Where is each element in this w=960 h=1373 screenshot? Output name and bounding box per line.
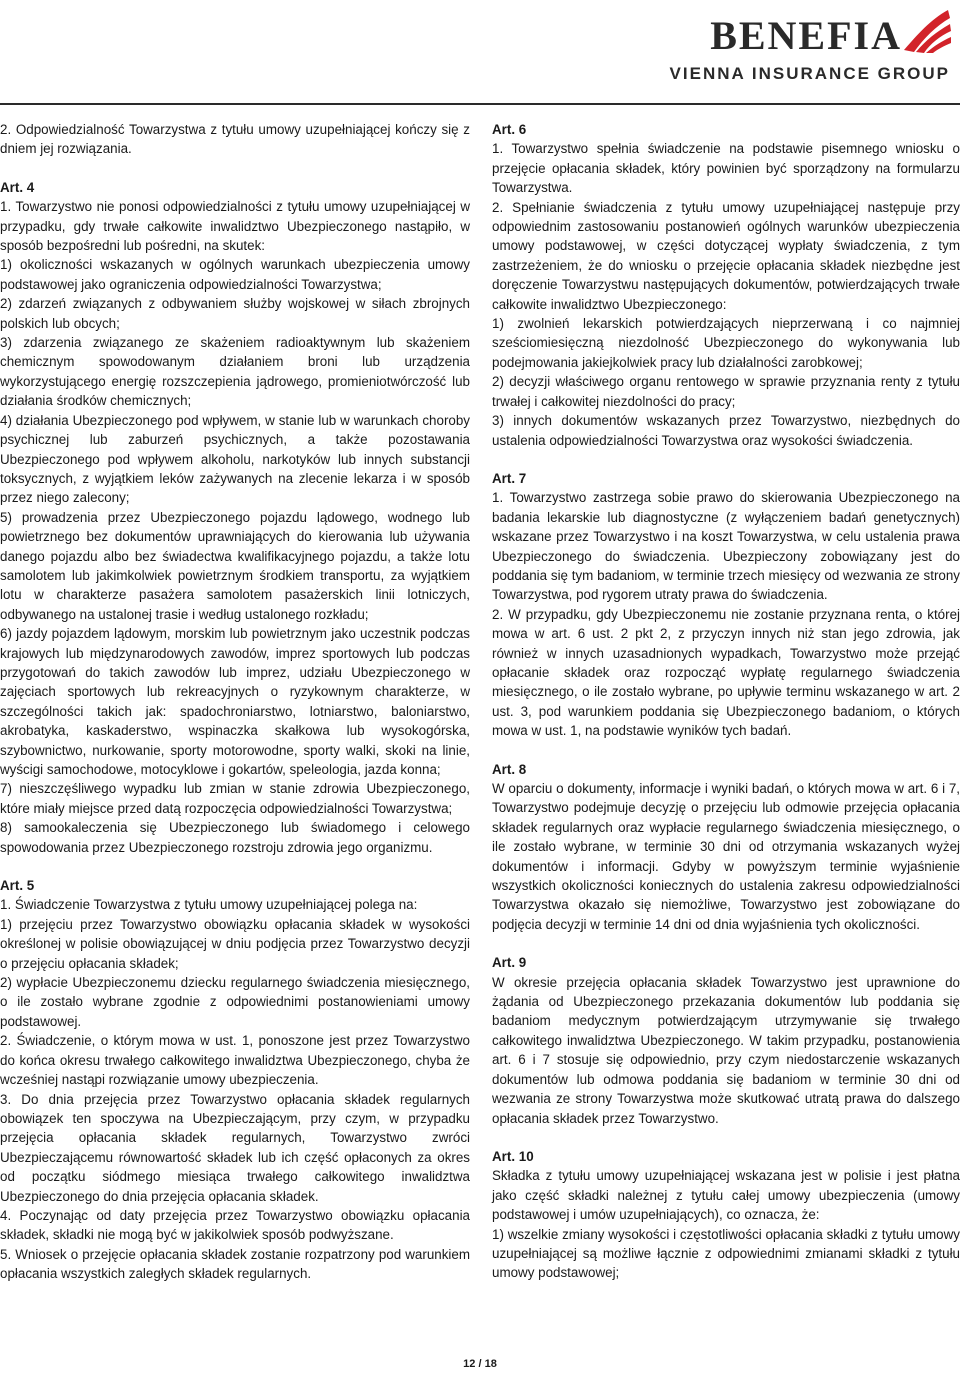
paragraph: 4. Poczynając od daty przejęcia przez Towarzystwo obowiązku opłacania składek, składki nie mogą być w jakikolwiek sposób podwyższane. (0, 1207, 470, 1243)
paragraph: 2. Spełnianie świadczenia z tytułu umowy uzupełniającej następuje przy odpowiednim zastosowaniu postanowień ogólnych warunków ubezpieczenia umowy podstawowej, w części dotyczącej wypłaty świadczenia, z tym zastrzeżeniem, że do wniosku o przejęcie opłacania składek niezbędne jest doręczenie Towarzystwu następujących dokumentów, potwierdzających trwałe całkowite inwalidztwo Ubezpieczonego: (492, 199, 960, 312)
paragraph: Składka z tytułu umowy uzupełniającej wskazana jest w polisie i jest płatna jako część składki należnej z tytułu całej umowy ubezpieczenia (umowy podstawowej i umów uzupełniających), co oznacza, że: (492, 1168, 960, 1223)
paragraph: 1. Towarzystwo zastrzega sobie prawo do skierowania Ubezpieczonego na badania lekarskie lub diagnostyczne (z wyłączeniem badań genetycznych) wskazane przez Towarzystwo i na koszt Towarzystwa, w celu ustalenia prawa Ubezpieczonego do świadczenia. Ubezpieczony zobowiązany jest do poddania się tym badaniom, w terminie trzech miesięcy od wezwania ze strony Towarzystwa, pod rygorem utraty prawa do świadczenia. (492, 490, 960, 603)
paragraph: 1) okoliczności wskazanych w ogólnych warunkach ubezpieczenia umowy podstawowej jako ograniczenia odpowiedzialności Towarzystwa; (0, 257, 470, 292)
paragraph: 2. W przypadku, gdy Ubezpieczonemu nie zostanie przyznana renta, o której mowa w art. 6 ust. 2 pkt 2, z przyczyn innych niż stan jego zdrowia, jak również w innych uzasadnionych wypadkach, Towarzystwo może przejąć opłacanie składek oraz rozpocząć wypłatę regularnego świadczenia miesięcznego, o ile zostało wybrane, po upływie terminu wskazanego w art. 2 ust. 3, pod warunkiem poddania się Ubezpieczonego badaniom, o których mowa w ust. 1, na podstawie wyników tych badań. (492, 606, 960, 739)
paragraph: 6) jazdy pojazdem lądowym, morskim lub powietrznym jako uczestnik podczas krajowych lub międzynarodowych zawodów, imprez sportowych lub podczas przygotowań do takich zawodów lub imprez, udziału Ubezpieczonego w zajęciach sportowych lub rekreacyjnych o ryzykownym charakterze, w szczególności takich jak: spadochroniarstwo, lotniarstwo, baloniarstwo, akrobatyka, kaskaderstwo, wspinaczka skałkowa lub wysokogórska, szybownictwo, nurkowanie, sporty motorowodne, sporty walki, skoki na linie, wyścigi samochodowe, motocyklowe i gokartów, speleologia, jazda konna; (0, 626, 470, 777)
paragraph: 5. Wniosek o przejęcie opłacania składek zostanie rozpatrzony pod warunkiem opłacania wszystkich zaległych składek regularnych. (0, 1246, 470, 1282)
right-column (492, 120, 960, 1283)
article-heading: Art. 6 (492, 122, 527, 137)
paragraph: 8) samookaleczenia się Ubezpieczonego lub świadomego i celowego spowodowania przez Ubezpieczonego rozstroju zdrowia jego organizmu. (0, 820, 470, 855)
paragraph: 1) wszelkie zmiany wysokości i częstotliwości opłacania składki z tytułu umowy uzupełniającej są możliwe łącznie z odpowiednimi zmianami składki z tytułu umowy podstawowej; (492, 1226, 960, 1281)
article-heading: Art. 4 (0, 179, 35, 195)
paragraph: 4) działania Ubezpieczonego pod wpływem, w stanie lub w warunkach choroby psychicznej lub zaburzeń psychicznych, a także pozostawania Ubezpieczonego pod wpływem alkoholu, narkotyków lub innych substancji toksycznych, z wyjątkiem leków zażywanych na zlecenie lekarza i w sposób przez niego zalecony; (0, 412, 470, 506)
left-column (0, 120, 470, 1284)
paragraph: 1. Świadczenie Towarzystwa z tytułu umowy uzupełniającej polega na: (0, 897, 418, 913)
paragraph: W oparciu o dokumenty, informacje i wyniki badań, o których mowa w art. 6 i 7, Towarzystwo podejmuje decyzję o przejęciu lub odmowie przejęcia opłacania składek regularnych oraz wypłacie regularnego świadczenia miesięcznego, o ile zostało wybrane, w terminie 30 dni od otrzymania wskazanych wyżej dokumentów i informacji. Gdyby w powyższym terminie wyjaśnienie wszystkich okoliczności koniecznych do ustalenia zakresu odpowiedzialności Towarzystwa okazało się niemożliwe, Towarzystwo jest zobowiązane do podjęcia decyzji w terminie 14 dni od dnia wyjaśnienia tych okoliczności. (492, 781, 960, 932)
paragraph: 3) innych dokumentów wskazanych przez Towarzystwo, niezbędnych do ustalenia odpowiedzialności Towarzystwa oraz wysokości świadczenia. (492, 413, 960, 448)
paragraph: 2) decyzji właściwego organu rentowego w sprawie przyznania renty z tytułu trwałej i całkowitej niezdolności do pracy; (492, 374, 960, 409)
article-heading: Art. 5 (0, 878, 35, 894)
page-number: 12 / 18 (463, 1358, 497, 1370)
paragraph: 1) zwolnień lekarskich potwierdzających nieprzerwaną i co najmniej sześciomiesięczną niezdolność Ubezpieczonego do wykonywania lub podejmowania jakiejkolwiek pracy lub działalności zarobkowej; (492, 316, 960, 370)
page-header (0, 0, 960, 105)
paragraph: W okresie przejęcia opłacania składek Towarzystwo jest uprawnione do żądania od Ubezpieczonego przekazania dokumentów lub poddania się badaniom medycznym potwierdzającym utrzymywanie się trwałego całkowitego inwalidztwa Ubezpieczonego. W takim przypadku, postanowienia art. 6 i 7 stosuje się odpowiednio, przy czym niedostarczenie wskazanych dokumentów lub odmowa poddania się badaniom w terminie 30 dni od wezwania ze strony Towarzystwa może skutkować utratą prawa do dalszego opłacania składek przez Towarzystwo. (492, 974, 960, 1126)
article-heading: Art. 10 (492, 1148, 534, 1164)
paragraph: 2. Świadczenie, o którym mowa w ust. 1, ponoszone jest przez Towarzystwo do końca okresu trwałego całkowitego inwalidztwa Ubezpieczonego, chyba że wcześniej nastąpi rozwiązanie umowy ubezpieczenia. (0, 1033, 470, 1088)
paragraph: 2) wypłacie Ubezpieczonemu dziecku regularnego świadczenia miesięcznego, o ile zostało wybrane zgodnie z odpowiednimi postanowieniami umowy podstawowej. (0, 975, 470, 1029)
article-heading: Art. 8 (492, 761, 527, 777)
brand-subtitle: VIENNA INSURANCE GROUP (669, 64, 950, 83)
paragraph: 5) prowadzenia przez Ubezpieczonego pojazdu lądowego, wodnego lub powietrznego bez dokumentów uprawniających do kierowania lub używania danego pojazdu albo bez świadectwa kwalifikacyjnego pojazdu, a także lotu samolotem lub jakimkolwiek powietrznym środkiem transportu, za wyjątkiem lotu w charakterze pasażera samolotem pasażerskich linii lotniczych, odbywanego na ustalonej trasie i według ustalonego rozkładu; (0, 509, 470, 622)
article-heading: Art. 7 (492, 470, 527, 486)
brand-logo: BENEFIA (710, 13, 902, 58)
paragraph: 3) zdarzenia związanego ze skażeniem radioaktywnym lub skażeniem chemicznym spowodowanym działaniem broni lub urządzenia wykorzystującego energię rozszczepienia jądrowego, promieniotwórczość lub działania środków chemicznych; (0, 335, 470, 409)
paragraph: 1. Towarzystwo spełnia świadczenie na podstawie pisemnego wniosku o przejęcie opłacania składek, który powinien być sporządzony na formularzu Towarzystwa. (492, 141, 960, 196)
paragraph: 1. Towarzystwo nie ponosi odpowiedzialności z tytułu umowy uzupełniającej w przypadku, gdy trwałe całkowite inwalidztwo Ubezpieczonego nastąpiło, w sposób bezpośredni lub pośredni, na skutek: (0, 199, 470, 254)
paragraph: 3. Do dnia przejęcia przez Towarzystwo opłacania składek regularnych obowiązek ten spoczywa na Ubezpieczającym, przy czym, w przypadku przejęcia opłacania składek regularnych, Towarzystwo zwróci Ubezpieczającemu równowartość składek lub ich część opłaconych za okres od początku siódmego miesiąca trwałego całkowitego inwalidztwa Ubezpieczonego do dnia przejęcia opłacania składek. (0, 1091, 470, 1204)
paragraph: 2) zdarzeń związanych z odbywaniem służby wojskowej w siłach zbrojnych polskich lub obcych; (0, 296, 470, 331)
wing-icon (900, 6, 952, 54)
paragraph: 1) przejęciu przez Towarzystwo obowiązku opłacania składek w wysokości określonej w polisie obowiązującej w dniu podjęcia przez Towarzystwo decyzji o przejęciu opłacania składek; (0, 916, 470, 971)
header-divider (0, 103, 960, 105)
article-heading: Art. 9 (492, 955, 527, 971)
paragraph: 2. Odpowiedzialność Towarzystwa z tytułu umowy uzupełniającej kończy się z dniem jej rozwiązania. (0, 122, 470, 157)
paragraph: 7) nieszczęśliwego wypadku lub zmian w stanie zdrowia Ubezpieczonego, które miały miejsce przed datą rozpoczęcia odpowiedzialności Towarzystwa; (0, 781, 470, 816)
